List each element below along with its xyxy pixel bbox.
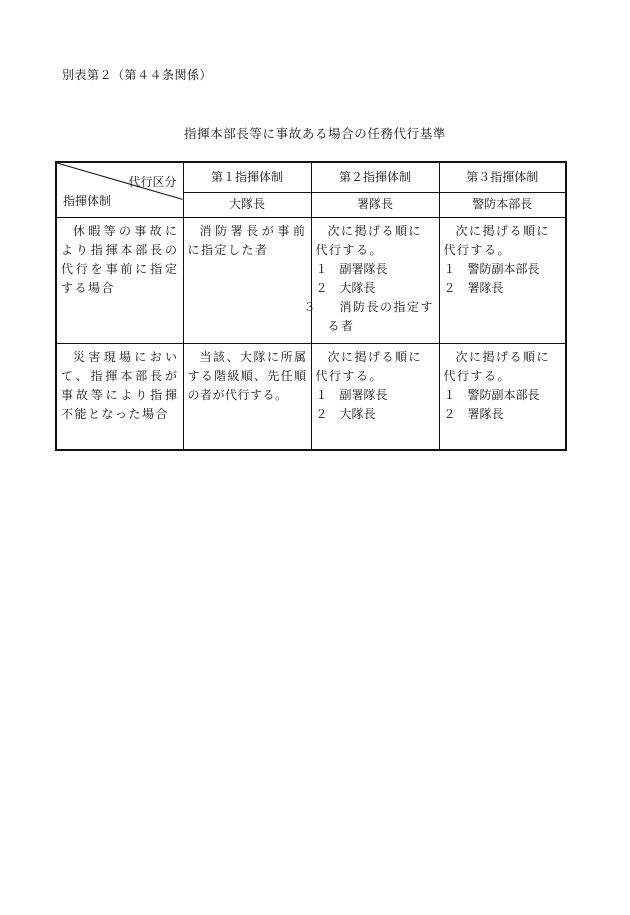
cell-intro: 次に掲げる順に代行する。	[443, 224, 551, 258]
table-cell	[311, 344, 439, 450]
list-item	[303, 298, 435, 336]
column-header-2: 第２指揮体制	[311, 162, 439, 192]
item-text: 署隊長	[467, 281, 504, 296]
item-number: ２	[315, 407, 328, 422]
list-item	[316, 405, 435, 424]
criteria-table-container	[55, 161, 565, 451]
list-item	[444, 279, 562, 298]
item-text: 警防副本部長	[467, 262, 540, 277]
row-label-cell	[56, 218, 183, 344]
row-label: 休暇等の事故により指揮本部長の代行を事前に指定する場合	[61, 224, 179, 296]
item-number: ２	[315, 281, 328, 296]
item-text: 副署隊長	[339, 388, 388, 403]
table-header-row	[56, 162, 566, 192]
list-item	[316, 279, 435, 298]
table-row	[56, 218, 566, 344]
item-number: １	[315, 262, 328, 277]
list-item	[444, 260, 562, 279]
item-number: ２	[443, 407, 456, 422]
document-caption: 別表第２（第４４条関係）	[62, 68, 213, 82]
table-cell	[439, 344, 566, 450]
table-cell	[183, 344, 311, 450]
item-text: 署隊長	[467, 407, 504, 422]
item-text: 大隊長	[339, 281, 376, 296]
list-item	[316, 260, 435, 279]
item-number: ２	[443, 281, 456, 296]
cell-intro: 次に掲げる順に代行する。	[315, 224, 423, 258]
table-row	[56, 344, 566, 450]
item-number: １	[315, 388, 328, 403]
corner-label-category: 代行区分	[128, 175, 177, 189]
column-subheader-3: 警防本部長	[439, 192, 566, 217]
item-text: 消防長の指定する者	[327, 300, 435, 334]
row-label: 災害現場において、指揮本部長が事故等により指揮不能となった場合	[61, 350, 179, 422]
criteria-table	[55, 161, 567, 451]
list-item	[444, 405, 562, 424]
list-item	[316, 386, 435, 405]
item-text: 大隊長	[339, 407, 376, 422]
row-label-cell	[56, 344, 183, 450]
corner-header-cell	[56, 162, 183, 218]
cell-text: 当該、大隊に所属する階級順、先任順の者が代行する。	[187, 350, 307, 403]
item-text: 警防副本部長	[467, 388, 540, 403]
table-cell	[439, 218, 566, 344]
cell-intro: 次に掲げる順に代行する。	[315, 350, 423, 384]
corner-label-system: 指揮体制	[63, 194, 112, 209]
item-number: １	[443, 388, 456, 403]
column-header-3: 第３指揮体制	[439, 162, 566, 192]
item-number: ３	[303, 300, 316, 315]
item-number: １	[443, 262, 456, 277]
column-header-1: 第１指揮体制	[183, 162, 311, 192]
table-cell	[183, 218, 311, 344]
page-title: 指揮本部長等に事故ある場合の任務代行基準	[183, 126, 446, 141]
item-text: 副署隊長	[339, 262, 388, 277]
table-cell	[303, 218, 439, 344]
cell-text: 消防署長が事前に指定した者	[187, 224, 307, 258]
list-item	[444, 386, 562, 405]
column-subheader-2: 署隊長	[311, 192, 439, 217]
cell-intro: 次に掲げる順に代行する。	[443, 350, 551, 384]
column-subheader-1: 大隊長	[183, 192, 311, 217]
